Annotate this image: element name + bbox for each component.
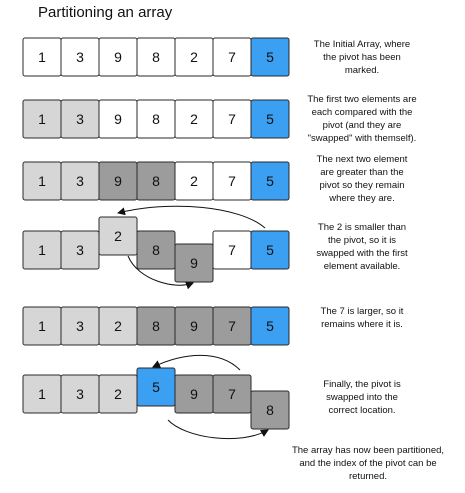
cell-value: 7	[228, 318, 236, 334]
cell-value: 3	[76, 386, 84, 402]
array-cell	[213, 162, 251, 200]
cell-value: 3	[76, 242, 84, 258]
cell-value: 1	[38, 111, 46, 127]
conclusion-line: The array has now been partitioned,	[291, 445, 445, 456]
cell-value: 2	[190, 111, 198, 127]
note-line: The 2 is smaller than	[317, 222, 407, 233]
note-line: each compared with the	[311, 107, 413, 118]
array-row-6	[23, 368, 289, 429]
cell-value: 5	[266, 318, 274, 334]
cell-value: 5	[266, 111, 274, 127]
cell-value: 9	[114, 49, 122, 65]
array-cell	[175, 38, 213, 76]
array-cell	[99, 100, 137, 138]
array-cell	[61, 100, 99, 138]
cell-value: 5	[266, 173, 274, 189]
array-cell	[137, 368, 175, 406]
array-cell	[23, 231, 61, 269]
note-line: The first two elements are	[307, 94, 417, 105]
note-line: Finally, the pivot is	[323, 379, 401, 390]
cell-value: 3	[76, 111, 84, 127]
array-cell	[213, 307, 251, 345]
array-cell	[213, 231, 251, 269]
cell-value: 8	[152, 242, 160, 258]
array-cell	[251, 231, 289, 269]
note-line: are greater than the	[320, 167, 404, 178]
array-cell	[175, 307, 213, 345]
conclusion-line: and the index of the pivot can be	[299, 458, 437, 469]
cell-value: 2	[114, 228, 122, 244]
array-cell	[213, 38, 251, 76]
array-cell	[99, 217, 137, 255]
cell-value: 8	[266, 402, 274, 418]
array-row-2	[23, 100, 289, 138]
cell-value: 5	[266, 49, 274, 65]
array-cell	[61, 307, 99, 345]
array-cell	[137, 162, 175, 200]
cell-value: 9	[114, 111, 122, 127]
array-row-5	[23, 307, 289, 345]
cell-value: 1	[38, 173, 46, 189]
note-line: The 7 is larger, so it	[320, 306, 404, 317]
array-cell	[213, 375, 251, 413]
swap-arrow-top	[118, 206, 265, 228]
array-row-1	[23, 38, 289, 76]
cell-value: 9	[114, 173, 122, 189]
array-cell	[23, 307, 61, 345]
array-cell	[23, 38, 61, 76]
array-cell	[61, 38, 99, 76]
note-line: "swapped" with themself).	[307, 133, 417, 144]
note-line: the pivot, so it is	[327, 235, 397, 246]
cell-value: 3	[76, 49, 84, 65]
cell-value: 3	[76, 173, 84, 189]
array-cell	[251, 162, 289, 200]
array-cell	[251, 38, 289, 76]
step-note-3	[317, 154, 408, 204]
note-line: marked.	[344, 65, 380, 76]
cell-value: 3	[76, 318, 84, 334]
cell-value: 2	[114, 386, 122, 402]
cell-value: 9	[190, 386, 198, 402]
note-line: pivot (and they are	[322, 120, 402, 131]
array-cell	[175, 244, 213, 282]
array-cell	[99, 307, 137, 345]
array-cell	[213, 100, 251, 138]
conclusion-line: returned.	[348, 471, 388, 482]
cell-value: 8	[152, 49, 160, 65]
array-cell	[137, 38, 175, 76]
array-cell	[23, 162, 61, 200]
array-cell	[99, 38, 137, 76]
note-line: remains where it is.	[321, 319, 403, 330]
cell-value: 7	[228, 242, 236, 258]
array-cell	[23, 100, 61, 138]
step-note-6	[323, 379, 401, 416]
array-cell	[137, 307, 175, 345]
cell-value: 8	[152, 318, 160, 334]
note-line: the pivot has been	[323, 52, 401, 63]
cell-value: 2	[114, 318, 122, 334]
note-line: element available.	[323, 261, 401, 272]
diagram-title: Partitioning an array	[38, 4, 173, 21]
array-cell	[251, 307, 289, 345]
array-cell	[61, 162, 99, 200]
step-note-5	[321, 306, 404, 330]
cell-value: 2	[190, 173, 198, 189]
cell-value: 7	[228, 386, 236, 402]
array-cell	[175, 162, 213, 200]
cell-value: 1	[38, 49, 46, 65]
cell-value: 5	[152, 379, 160, 395]
array-cell	[251, 391, 289, 429]
cell-value: 9	[190, 318, 198, 334]
array-cell	[61, 375, 99, 413]
cell-value: 7	[228, 49, 236, 65]
array-cell	[137, 100, 175, 138]
cell-value: 7	[228, 173, 236, 189]
note-line: swapped into the	[326, 392, 398, 403]
cell-value: 1	[38, 318, 46, 334]
note-line: The Initial Array, where	[313, 39, 411, 50]
cell-value: 2	[190, 49, 198, 65]
array-cell	[175, 375, 213, 413]
note-line: The next two element	[316, 154, 408, 165]
step-note-4	[316, 222, 408, 272]
array-row-4	[23, 217, 289, 282]
step-note-2	[307, 94, 416, 144]
array-cell	[137, 231, 175, 269]
cell-value: 8	[152, 173, 160, 189]
array-cell	[99, 162, 137, 200]
note-line: pivot so they remain	[319, 180, 405, 191]
cell-value: 8	[152, 111, 160, 127]
note-line: where they are.	[329, 193, 395, 204]
array-row-3	[23, 162, 289, 200]
step-note-1	[314, 39, 410, 76]
array-cell	[23, 375, 61, 413]
array-cell	[61, 231, 99, 269]
note-line: swapped with the first	[316, 248, 408, 259]
array-cell	[251, 100, 289, 138]
array-cell	[175, 100, 213, 138]
conclusion-text	[292, 445, 444, 482]
cell-value: 5	[266, 242, 274, 258]
cell-value: 9	[190, 255, 198, 271]
note-line: correct location.	[328, 405, 396, 416]
cell-value: 1	[38, 242, 46, 258]
cell-value: 7	[228, 111, 236, 127]
cell-value: 1	[38, 386, 46, 402]
array-cell	[99, 375, 137, 413]
